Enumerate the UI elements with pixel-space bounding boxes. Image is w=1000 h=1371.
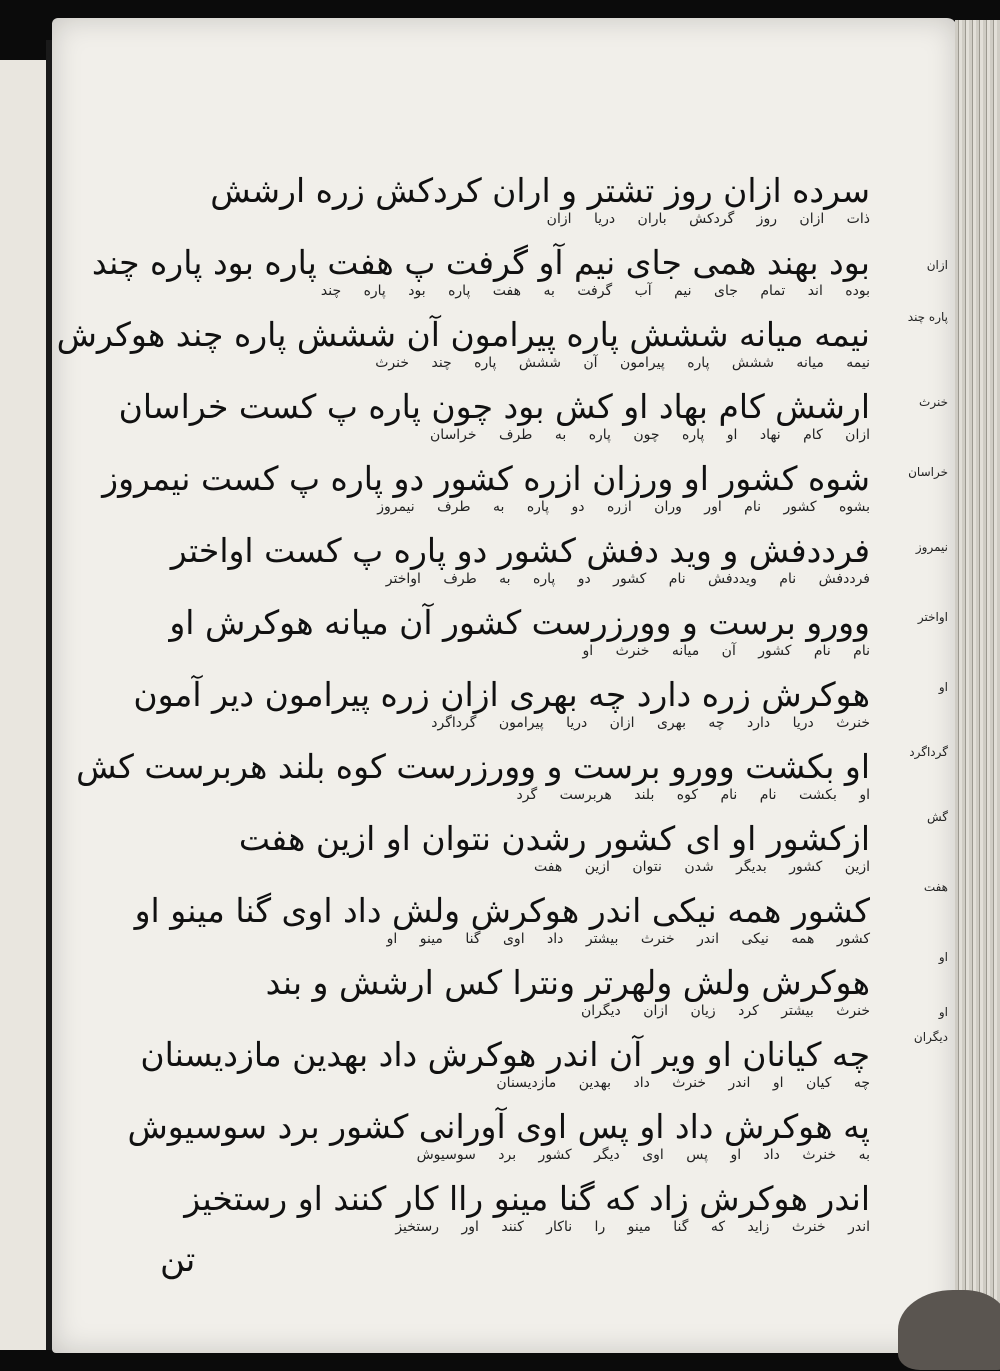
margin-note: اواختر bbox=[917, 610, 948, 624]
text-line bbox=[90, 674, 870, 746]
text-line bbox=[90, 962, 870, 1034]
interlinear-gloss: نام نام کشور آن میانه خنرث او bbox=[582, 643, 870, 659]
interlinear-gloss: به خنرث داد او پس اوی دیگر کشور برد سوسیوش bbox=[416, 1147, 870, 1163]
line-text: فرددفش و وید دفش کشور دو پاره پ کست اواختر bbox=[170, 531, 870, 570]
line-text: وورو برست و وورزرست کشور آن میانه هوکرش او bbox=[169, 603, 870, 642]
interlinear-gloss: فرددفش نام ویددفش نام کشور دو پاره به طرف اواختر bbox=[385, 571, 870, 587]
interlinear-gloss: خنرث بیشتر کرد زیان ازان دیگران bbox=[580, 1003, 870, 1019]
interlinear-gloss: اندر خنرث زاید که گنا مینو را ناکار کنند اور رستخیز bbox=[395, 1219, 870, 1235]
text-line bbox=[90, 242, 870, 314]
interlinear-gloss: ازان کام نهاد او پاره چون پاره به طرف خراسان bbox=[430, 427, 870, 443]
interlinear-gloss: چه کیان او اندر خنرث داد بهدین مازدیسنان bbox=[496, 1075, 870, 1091]
line-text: نیمه میانه ششش پاره پیرامون آن ششش پاره چند هوکرش bbox=[56, 315, 870, 354]
line-text: بود بهند همی جای نیم آو گرفت پ هفت پاره بود پاره چند bbox=[91, 243, 870, 282]
line-text: په هوکرش داد او پس اوی آورانی کشور برد سوسیوش bbox=[127, 1107, 870, 1146]
margin-note: دیگران bbox=[913, 1030, 948, 1044]
interlinear-gloss: بوده اند تمام جای نیم آب گرفت به هفت پاره بود پاره چند bbox=[320, 283, 870, 299]
margin-note: خنرث bbox=[919, 395, 948, 409]
text-line bbox=[90, 170, 870, 242]
margin-note: او bbox=[938, 680, 948, 694]
catchword: تن bbox=[160, 1240, 196, 1280]
line-text: اندر هوکرش زاد که گنا مینو راا کار کنند او رستخیز bbox=[184, 1179, 870, 1218]
line-text: شوه کشور او ورزان ازره کشور دو پاره پ کست نیمروز bbox=[102, 459, 870, 498]
margin-note: پاره چند bbox=[907, 310, 948, 324]
text-line bbox=[90, 1106, 870, 1178]
margin-note: گش bbox=[926, 810, 948, 824]
margin-note: هفت bbox=[923, 880, 948, 894]
text-line bbox=[90, 530, 870, 602]
line-text: هوکرش زره دارد چه بهری ازان زره پیرامون دیر آمون bbox=[133, 675, 870, 714]
line-text: ارشش کام بهاد او کش بود چون پاره پ کست خراسان bbox=[118, 387, 870, 426]
interlinear-gloss: خنرث دریا دارد چه بهری ازان دریا پیرامون گرداگرد bbox=[431, 715, 870, 731]
text-line bbox=[90, 1178, 870, 1250]
margin-note: گرداگرد bbox=[909, 745, 948, 759]
interlinear-gloss: نیمه میانه ششش پاره پیرامون آن ششش پاره چند خنرث bbox=[375, 355, 870, 371]
text-line bbox=[90, 890, 870, 962]
margin-note: او bbox=[938, 950, 948, 964]
interlinear-gloss: بشوه کشور نام اور وران ازره دو پاره به طرف نیمروز bbox=[377, 499, 870, 515]
line-text: سرده ازان روز تشتر و اران کردکش زره ارشش bbox=[210, 171, 870, 210]
interlinear-gloss: ازین کشور بدیگر شدن نتوان ازین هفت bbox=[534, 859, 870, 875]
line-text: ازکشور او ای کشور رشدن نتوان او ازین هفت bbox=[238, 819, 870, 858]
text-line bbox=[90, 1034, 870, 1106]
text-line bbox=[90, 458, 870, 530]
thumb bbox=[898, 1290, 1000, 1370]
text-line bbox=[76, 746, 870, 818]
margin-note: او bbox=[938, 1005, 948, 1019]
page-stack-edge bbox=[955, 20, 1000, 1360]
manuscript-text-block bbox=[56, 170, 870, 1250]
line-text: هوکرش ولش ولهرتر ونترا کس ارشش و بند bbox=[265, 963, 870, 1002]
margin-note: ازان bbox=[926, 258, 948, 272]
text-line bbox=[90, 818, 870, 890]
interlinear-gloss: او بکشت نام نام کوه بلند هربرست گرد bbox=[516, 787, 870, 803]
text-line bbox=[90, 602, 870, 674]
text-line bbox=[90, 386, 870, 458]
text-line bbox=[56, 314, 870, 386]
interlinear-gloss: ذات ازان روز گردکش باران دریا ازان bbox=[546, 211, 870, 227]
line-text: چه کیانان او ویر آن اندر هوکرش داد بهدین مازدیسنان bbox=[140, 1035, 870, 1074]
line-text: کشور همه نیکی اندر هوکرش ولش داد اوی گنا مینو او bbox=[134, 891, 870, 930]
margin-note: خراسان bbox=[908, 465, 948, 479]
line-text: او بکشت وورو برست و وورزرست کوه بلند هربرست کش bbox=[76, 747, 870, 786]
facing-page-edge bbox=[0, 60, 48, 1350]
margin-note: نیمروز bbox=[915, 540, 948, 554]
interlinear-gloss: کشور همه نیکی اندر خنرث بیشتر داد اوی گنا مینو او bbox=[386, 931, 870, 947]
